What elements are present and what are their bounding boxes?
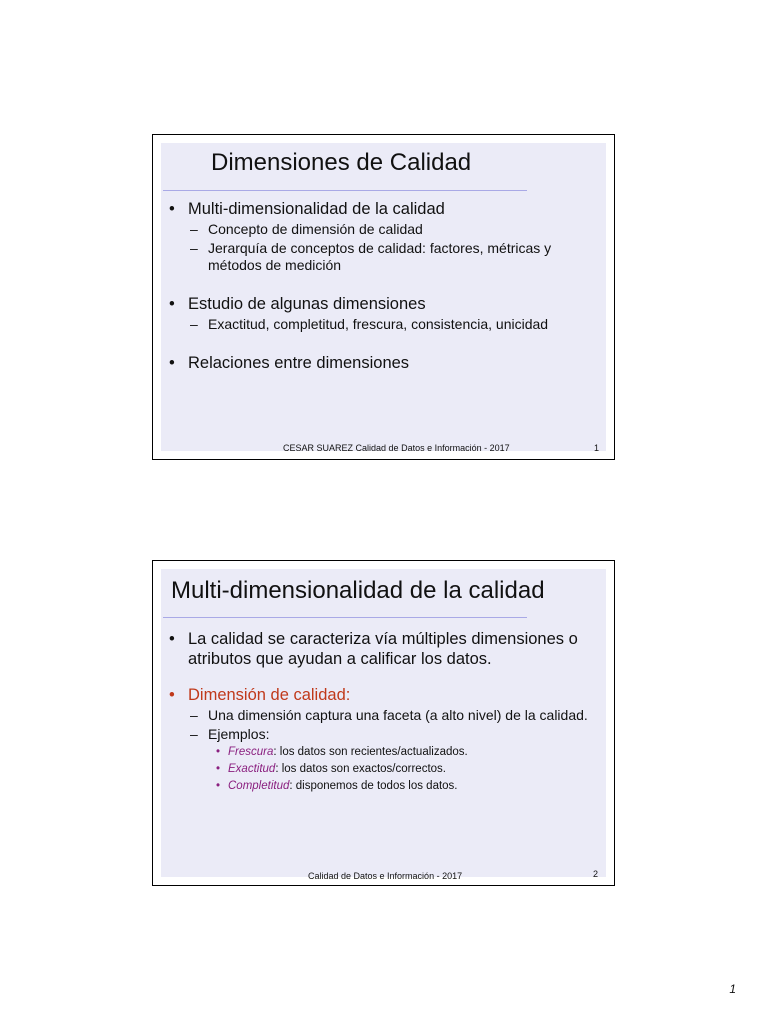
sub-bullet-item: – Exactitud, completitud, frescura, consistencia, unicidad	[190, 316, 549, 332]
slide-title: Multi-dimensionalidad de la calidad	[171, 577, 545, 604]
slide-body	[169, 199, 600, 373]
slide-footer: Calidad de Datos e Información - 2017	[308, 871, 463, 881]
page-number: 1	[729, 982, 736, 996]
example-item: • Completitud: disponemos de todos los datos.	[216, 780, 458, 792]
slide-footer	[283, 443, 510, 453]
slide-title: Dimensiones de Calidad	[211, 149, 472, 176]
sub-bullet-item: – Una dimensión captura una faceta (a alto nivel) de la calidad.	[190, 707, 588, 723]
bullet-item: • Relaciones entre dimensiones	[169, 354, 410, 372]
bullet-item: • La calidad se caracteriza vía múltiples dimensiones o atributos que ayudan a calificar los datos.	[169, 630, 578, 668]
example-item: • Frescura: los datos son recientes/actualizados.	[216, 746, 468, 758]
example-term: Exactitud	[228, 763, 276, 775]
slide-2	[152, 560, 615, 886]
example-item: • Exactitud: los datos son exactos/correctos.	[216, 763, 446, 775]
slide-1	[152, 134, 615, 460]
slide-body	[169, 629, 600, 794]
bullet-item: • Multi-dimensionalidad de la calidad	[169, 200, 445, 218]
bullet-item: • Estudio de algunas dimensiones	[169, 295, 426, 313]
slide-background	[161, 569, 606, 881]
footer-author: CESAR SUAREZ	[283, 443, 354, 453]
slide-background	[161, 143, 606, 451]
footer-text: Calidad de Datos e Información - 2017	[355, 443, 510, 453]
sub-bullet-item: – Jerarquía de conceptos de calidad: factores, métricas y métodos de medición	[190, 240, 552, 273]
title-rule	[163, 617, 527, 618]
sub-bullet-item: – Concepto de dimensión de calidad	[190, 221, 423, 237]
bullet-item-highlight: • Dimensión de calidad:	[169, 686, 351, 704]
example-term: Completitud	[228, 780, 290, 792]
slide-number: 2	[593, 869, 599, 879]
example-term: Frescura	[228, 746, 274, 758]
slide-number: 1	[594, 443, 600, 453]
sub-bullet-item: – Ejemplos:	[190, 726, 270, 742]
title-rule	[163, 190, 527, 191]
